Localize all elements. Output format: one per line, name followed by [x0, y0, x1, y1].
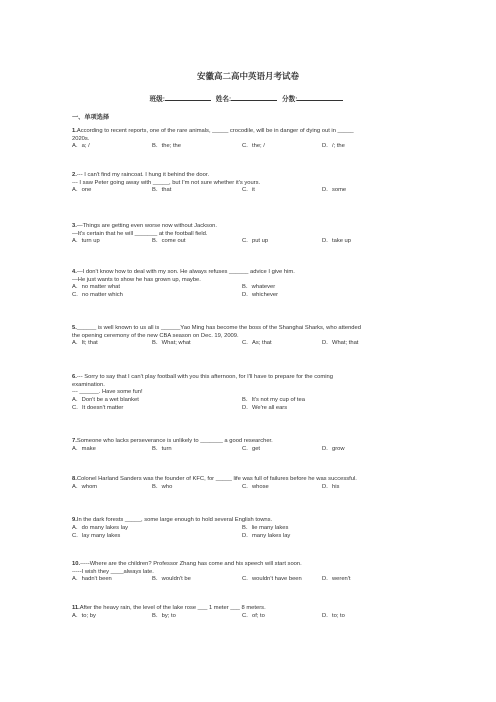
question-9 [72, 517, 432, 541]
answer-option[interactable]: D．his [322, 483, 340, 490]
question-text: 2020s. [72, 135, 90, 142]
question-3 [72, 223, 432, 246]
answer-option[interactable]: D．take up [322, 238, 351, 245]
question-stem-line [72, 389, 432, 397]
answer-option[interactable]: B．the; the [152, 143, 182, 150]
answer-option[interactable]: B．that [152, 187, 172, 194]
question-number: 9. [72, 517, 77, 523]
question-8 [72, 476, 432, 492]
question-text: After the heavy rain, the level of the lake rose ___ 1 meter ___ 8 meters. [79, 605, 266, 611]
answer-option[interactable]: C．it [242, 187, 255, 194]
question-6 [72, 374, 432, 413]
question-text: Someone who lacks perseverance is unlikely to _______ a good researcher. [76, 438, 273, 444]
question-text: —He just wants to show he has grown up, maybe. [72, 276, 201, 283]
question-5 [72, 325, 432, 348]
question-stem-line [72, 180, 432, 188]
question-stem-line [72, 569, 432, 577]
question-text: —It's certain that he will _______ at the football field. [72, 230, 208, 237]
question-text: examination. [72, 381, 105, 388]
question-7 [72, 438, 432, 454]
question-stem-line [72, 476, 432, 484]
answer-option[interactable]: C．whose [242, 483, 269, 490]
score-blank[interactable] [297, 94, 343, 101]
question-stem-line [72, 128, 432, 136]
answer-option[interactable]: C．lay many lakes [72, 532, 121, 539]
answer-option[interactable]: A．turn up [72, 238, 100, 245]
question-number: 1. [72, 128, 77, 134]
answer-option[interactable]: C．It doesn't matter [72, 404, 124, 411]
answer-option[interactable]: B．whatever [242, 284, 276, 291]
question-stem-line [72, 172, 432, 180]
answer-option[interactable]: D．many lakes lay [242, 532, 291, 539]
answer-option[interactable]: C．no matter which [72, 292, 123, 299]
answer-option[interactable]: B．come out [152, 238, 186, 245]
answer-option[interactable]: B．by; to [152, 612, 176, 619]
answer-option[interactable]: B．who [152, 483, 173, 490]
score-label: 分数: [282, 96, 298, 103]
answer-option[interactable]: A．do many lakes lay [72, 524, 129, 531]
answer-option[interactable]: B．turn [152, 445, 172, 452]
answer-option[interactable]: C．As; that [242, 340, 272, 347]
question-number: 4. [72, 269, 77, 275]
answer-option[interactable]: A．whom [72, 483, 98, 490]
answer-option[interactable]: A．no matter what [72, 284, 121, 291]
question-text: -----Where are the children? Professor Zhang has come and his speech will start soon. [80, 561, 302, 567]
question-text: --- I saw Peter going away with _____, but I'm not sure whether it's yours. [72, 179, 261, 186]
answer-option[interactable]: D．whichever [242, 292, 279, 299]
answer-option[interactable]: C．put up [242, 238, 269, 245]
section-heading: 一、单项选择 [72, 114, 110, 121]
answer-option[interactable]: B．lie many lakes [242, 524, 289, 531]
answer-option[interactable]: A．a; / [72, 143, 90, 150]
question-text: -----I wish they ____always late. [72, 568, 154, 575]
class-blank[interactable] [165, 94, 211, 101]
question-number: 7. [72, 438, 77, 444]
question-text: According to recent reports, one of the rare animals, _____ crocodile, will be in danger of dying out in _____ [76, 128, 354, 134]
answer-option[interactable]: A．one [72, 187, 92, 194]
question-text: --- Sorry to say that I can't play football with you this afternoon, for I'll have to prepare for the coming [76, 374, 333, 380]
question-number: 8. [72, 476, 77, 482]
answer-option[interactable]: B．wouldn't be [152, 576, 191, 583]
question-stem-line [72, 517, 432, 525]
question-stem-line [72, 438, 432, 446]
question-stem-line [72, 269, 432, 277]
question-stem-line [72, 136, 432, 144]
question-number: 10. [72, 561, 81, 567]
question-11 [72, 605, 432, 621]
question-1 [72, 128, 432, 151]
question-number: 3. [72, 223, 77, 229]
question-stem-line [72, 605, 432, 613]
question-stem-line [72, 223, 432, 231]
answer-option[interactable]: B．It's not my cup of tea [242, 396, 305, 403]
question-stem-line [72, 277, 432, 285]
question-number: 11. [72, 605, 80, 611]
answer-option[interactable]: C．wouldn't have been [242, 576, 302, 583]
answer-option[interactable]: D．We're all ears [242, 404, 288, 411]
answer-option[interactable]: D．some [322, 187, 347, 194]
question-text: --- I can't find my raincoat. I hung it behind the door. [76, 172, 210, 178]
page-title: 安徽高二高中英语月考试卷 [196, 71, 299, 81]
answer-option[interactable]: D．What; that [322, 340, 359, 347]
answer-option[interactable]: D．weren't [322, 576, 351, 583]
question-text: —Things are getting even worse now without Jackson. [76, 223, 218, 229]
question-text: In the dark forests _____, some large enough to hold several English towns. [76, 517, 273, 523]
question-number: 2. [72, 172, 77, 178]
answer-option[interactable]: A．hadn't been [72, 576, 112, 583]
answer-option[interactable]: B．What; what [152, 340, 191, 347]
answer-option[interactable]: C．of; to [242, 612, 265, 619]
answer-option[interactable]: A．Don't be a wet blanket [72, 396, 139, 403]
answer-option[interactable]: A．to; by [72, 612, 96, 619]
answer-option[interactable]: D．/; the [322, 143, 345, 150]
question-text: the opening ceremony of the new CBA season on Dec. 19, 2009. [72, 332, 239, 339]
student-info-line [0, 93, 496, 103]
question-stem-line [72, 374, 432, 382]
question-stem-line [72, 561, 432, 569]
question-4 [72, 269, 432, 300]
answer-option[interactable]: A．make [72, 445, 96, 452]
question-stem-line [72, 325, 432, 333]
question-number: 5. [72, 325, 77, 331]
question-text: Colonel Harland Sanders was the founder of KFC, for _____ life was full of failures before he was successful. [76, 476, 357, 482]
answer-option[interactable]: A．It; that [72, 340, 98, 347]
answer-option[interactable]: D．to; to [322, 612, 345, 619]
class-label: 班级: [149, 96, 165, 103]
question-text: --- ______. Have some fun! [72, 389, 143, 396]
question-10 [72, 561, 432, 584]
question-text: —I don't know how to deal with my son. He always refuses ______ advice I give him. [76, 269, 295, 275]
answer-option[interactable]: D．grow [322, 445, 345, 452]
question-stem-line [72, 382, 432, 390]
question-stem-line [72, 231, 432, 239]
question-number: 6. [72, 374, 77, 380]
answer-option[interactable]: C．the; / [242, 143, 265, 150]
name-label: 姓名: [215, 96, 232, 103]
name-blank[interactable] [231, 94, 277, 101]
question-2 [72, 172, 432, 195]
question-stem-line [72, 333, 432, 341]
question-text: ______ is well known to us all is ______Yao Ming has become the boss of the Shanghai Sharks, who attended [76, 325, 361, 331]
answer-option[interactable]: C．get [242, 445, 261, 452]
